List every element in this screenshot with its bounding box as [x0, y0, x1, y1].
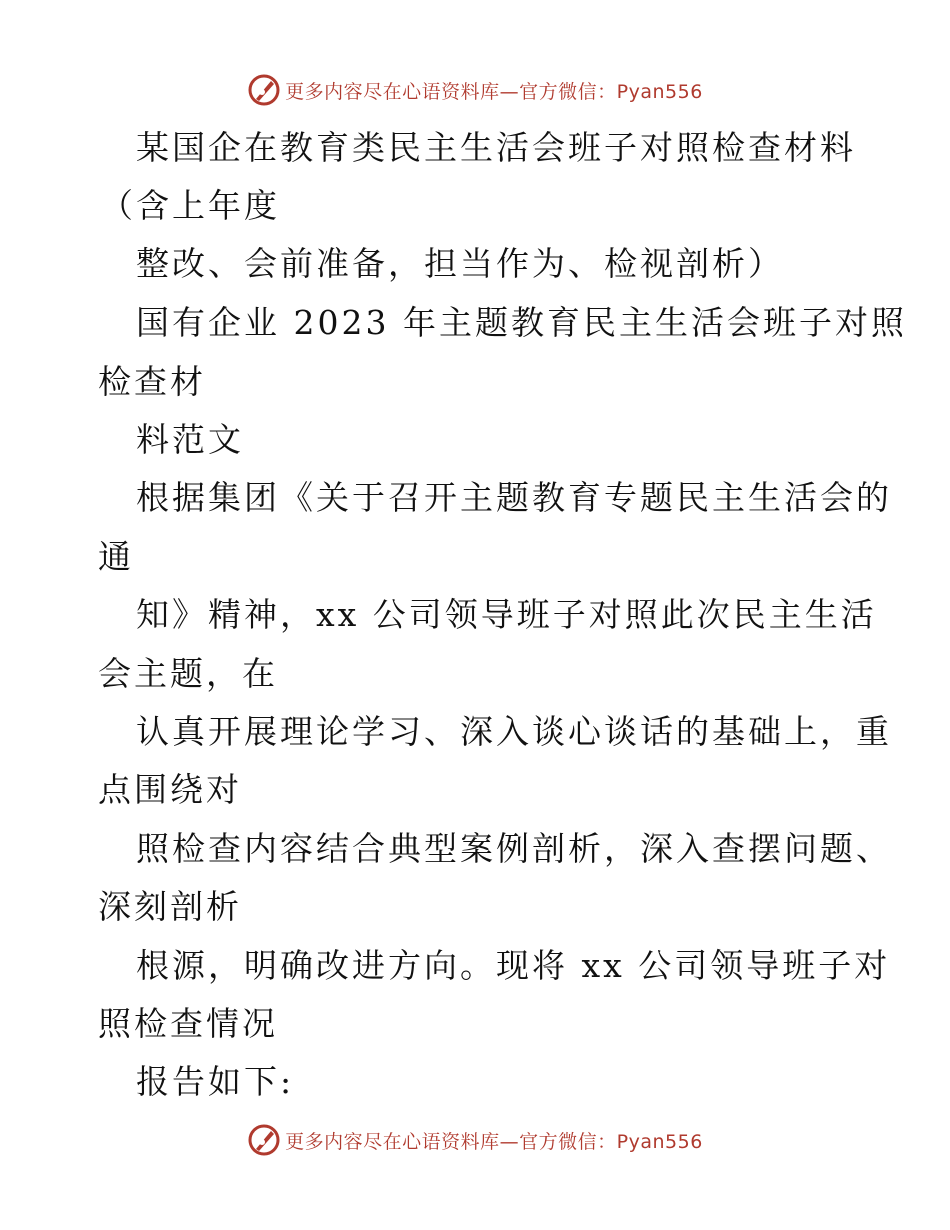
doc-line-16: 照检查情况 — [98, 1004, 278, 1043]
doc-line-13: 照检查内容结合典型案例剖析，深入查摆问题、 — [136, 829, 892, 868]
quill-logo-icon — [247, 1123, 281, 1157]
doc-line-8: 通 — [98, 537, 134, 576]
doc-line-15: 根源，明确改进方向。现将 xx 公司领导班子对 — [136, 946, 891, 985]
doc-line-title-1: 某国企在教育类民主生活会班子对照检查材料 — [136, 128, 856, 167]
watermark-text: 更多内容尽在心语资料库—官方微信：Pyan556 — [285, 1130, 703, 1153]
footer-watermark — [0, 1120, 950, 1160]
doc-line-5: 检查材 — [98, 362, 206, 401]
doc-line-7: 根据集团《关于召开主题教育专题民主生活会的 — [136, 478, 892, 517]
doc-line-12: 点围绕对 — [98, 770, 242, 809]
doc-line-6: 料范文 — [136, 420, 244, 459]
watermark-text: 更多内容尽在心语资料库—官方微信：Pyan556 — [285, 80, 703, 103]
doc-line-17: 报告如下: — [136, 1062, 295, 1101]
quill-logo-icon — [247, 73, 281, 107]
doc-line-14: 深刻剖析 — [98, 887, 242, 926]
doc-line-4: 国有企业 2023 年主题教育民主生活会班子对照 — [136, 303, 907, 342]
doc-line-11: 认真开展理论学习、深入谈心谈话的基础上，重 — [136, 712, 892, 751]
doc-line-title-2: （含上年度 — [100, 186, 280, 225]
doc-line-10: 会主题，在 — [98, 654, 278, 693]
header-watermark — [0, 70, 950, 110]
doc-line-9: 知》精神，xx 公司领导班子对照此次民主生活 — [136, 595, 877, 634]
doc-line-title-3: 整改、会前准备，担当作为、检视剖析） — [136, 244, 784, 283]
